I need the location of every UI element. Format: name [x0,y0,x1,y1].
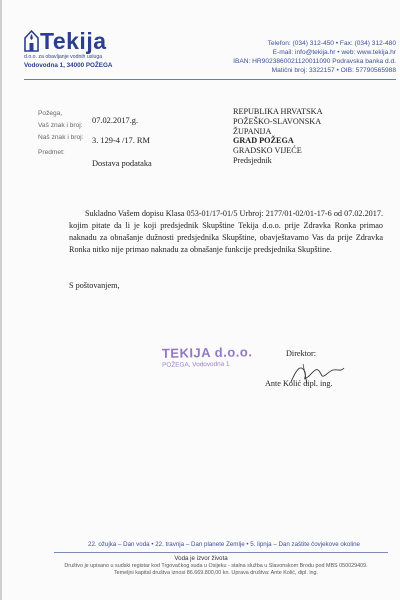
letter-date: 07.02.2017.g. [92,116,139,125]
body-paragraph: Sukladno Vašem dopisu Klasa 053-01/17-01/5 Urbroj: 2177/01-02/01-17-6 od 07.02.2017. kojim pitate da li je koji predsjednik Skupštine Tekija d.o.o. prije Zdravka Ronka primao naknadu za obnašanje dužnosti predsjednika Skupštine, obavještavamo Vas da prije Zdravka Ronka nitko nije primao naknadu za obnašanje funkcije predsjednika Skupštine. [69,209,383,255]
logo-wordmark: Tekija [40,28,107,54]
closing-greeting: S poštovanjem, [69,281,120,290]
ref-our-row [38,134,198,149]
ref-place-row [38,110,198,125]
recipient-line: ŽUPANIJA [233,126,272,136]
director-name: Ante Kolić dipl. ing. [265,379,333,388]
subject-value: Dostava podataka [92,159,152,168]
footer-legal [42,563,390,577]
reference-fields [38,110,198,168]
recipient-line: Predsjednik [233,155,272,165]
subject-label: Predmet: [38,149,65,156]
place-label: Požega, [38,110,63,117]
recipient-address [233,107,383,166]
stamp-address: POŽEGA, Vodovodna 1 [162,360,230,369]
company-stamp [162,344,263,376]
ref-your-row [38,122,198,134]
header-divider [24,79,396,80]
footer-legal-line: Društvo je upisano u sudski registar kod Trgovačkog suda u Osijeku - stalna služba u Slavonskom Brodu pod MBS 050029409. [64,563,368,569]
contact-iban: IBAN: HR9023860021120011090 Podravska banka d.d. [233,58,396,65]
your-ref-label: Vaš znak i broj: [38,122,83,129]
logo-subtitle: d.o.o. za obavljanje vodnih usluga [24,54,103,60]
house-drop-icon [24,28,39,52]
contact-email: E-mail: info@tekija.hr • web: www.tekija.hr [272,49,396,56]
contact-block [176,39,396,75]
director-label: Direktor: [286,349,317,358]
contact-ids: Matični broj: 3322157 • OIB: 57790565988 [271,67,396,74]
company-address: Vodovodna 1, 34000 POŽEGA [24,62,113,69]
contact-phone: Telefon: (034) 312-450 • Fax: (034) 312-480 [267,40,396,47]
footer-observance-days: 22. ožujka – Dan voda • 22. travnja – Dan planete Zemlje • 5. lipnja – Dan zaštite čovjekove okoline [88,541,360,548]
recipient-line: POŽEŠKO-SLAVONSKA [233,116,322,126]
footer-legal-line: Temeljni kapital društva iznosi 86.669.800,00 kn. Uprava društva: Ante Kolić, dipl. ing. [113,570,319,576]
footer-motto: Voda je izvor života [174,555,228,562]
recipient-line: GRAD POŽEGA [233,136,294,146]
stamp-title: TEKIJA d.o.o. [161,344,253,361]
company-logo [24,26,124,69]
recipient-line: REPUBLIKA HRVATSKA [233,107,323,116]
our-ref-value: 3. 129-4 /17. RM [92,136,150,145]
ref-subject-row [38,149,198,168]
recipient-line: GRADSKO VIJEĆE [233,146,302,156]
our-ref-label: Naš znak i broj: [38,134,84,141]
footer-divider [54,552,388,553]
letter-body [69,208,383,256]
